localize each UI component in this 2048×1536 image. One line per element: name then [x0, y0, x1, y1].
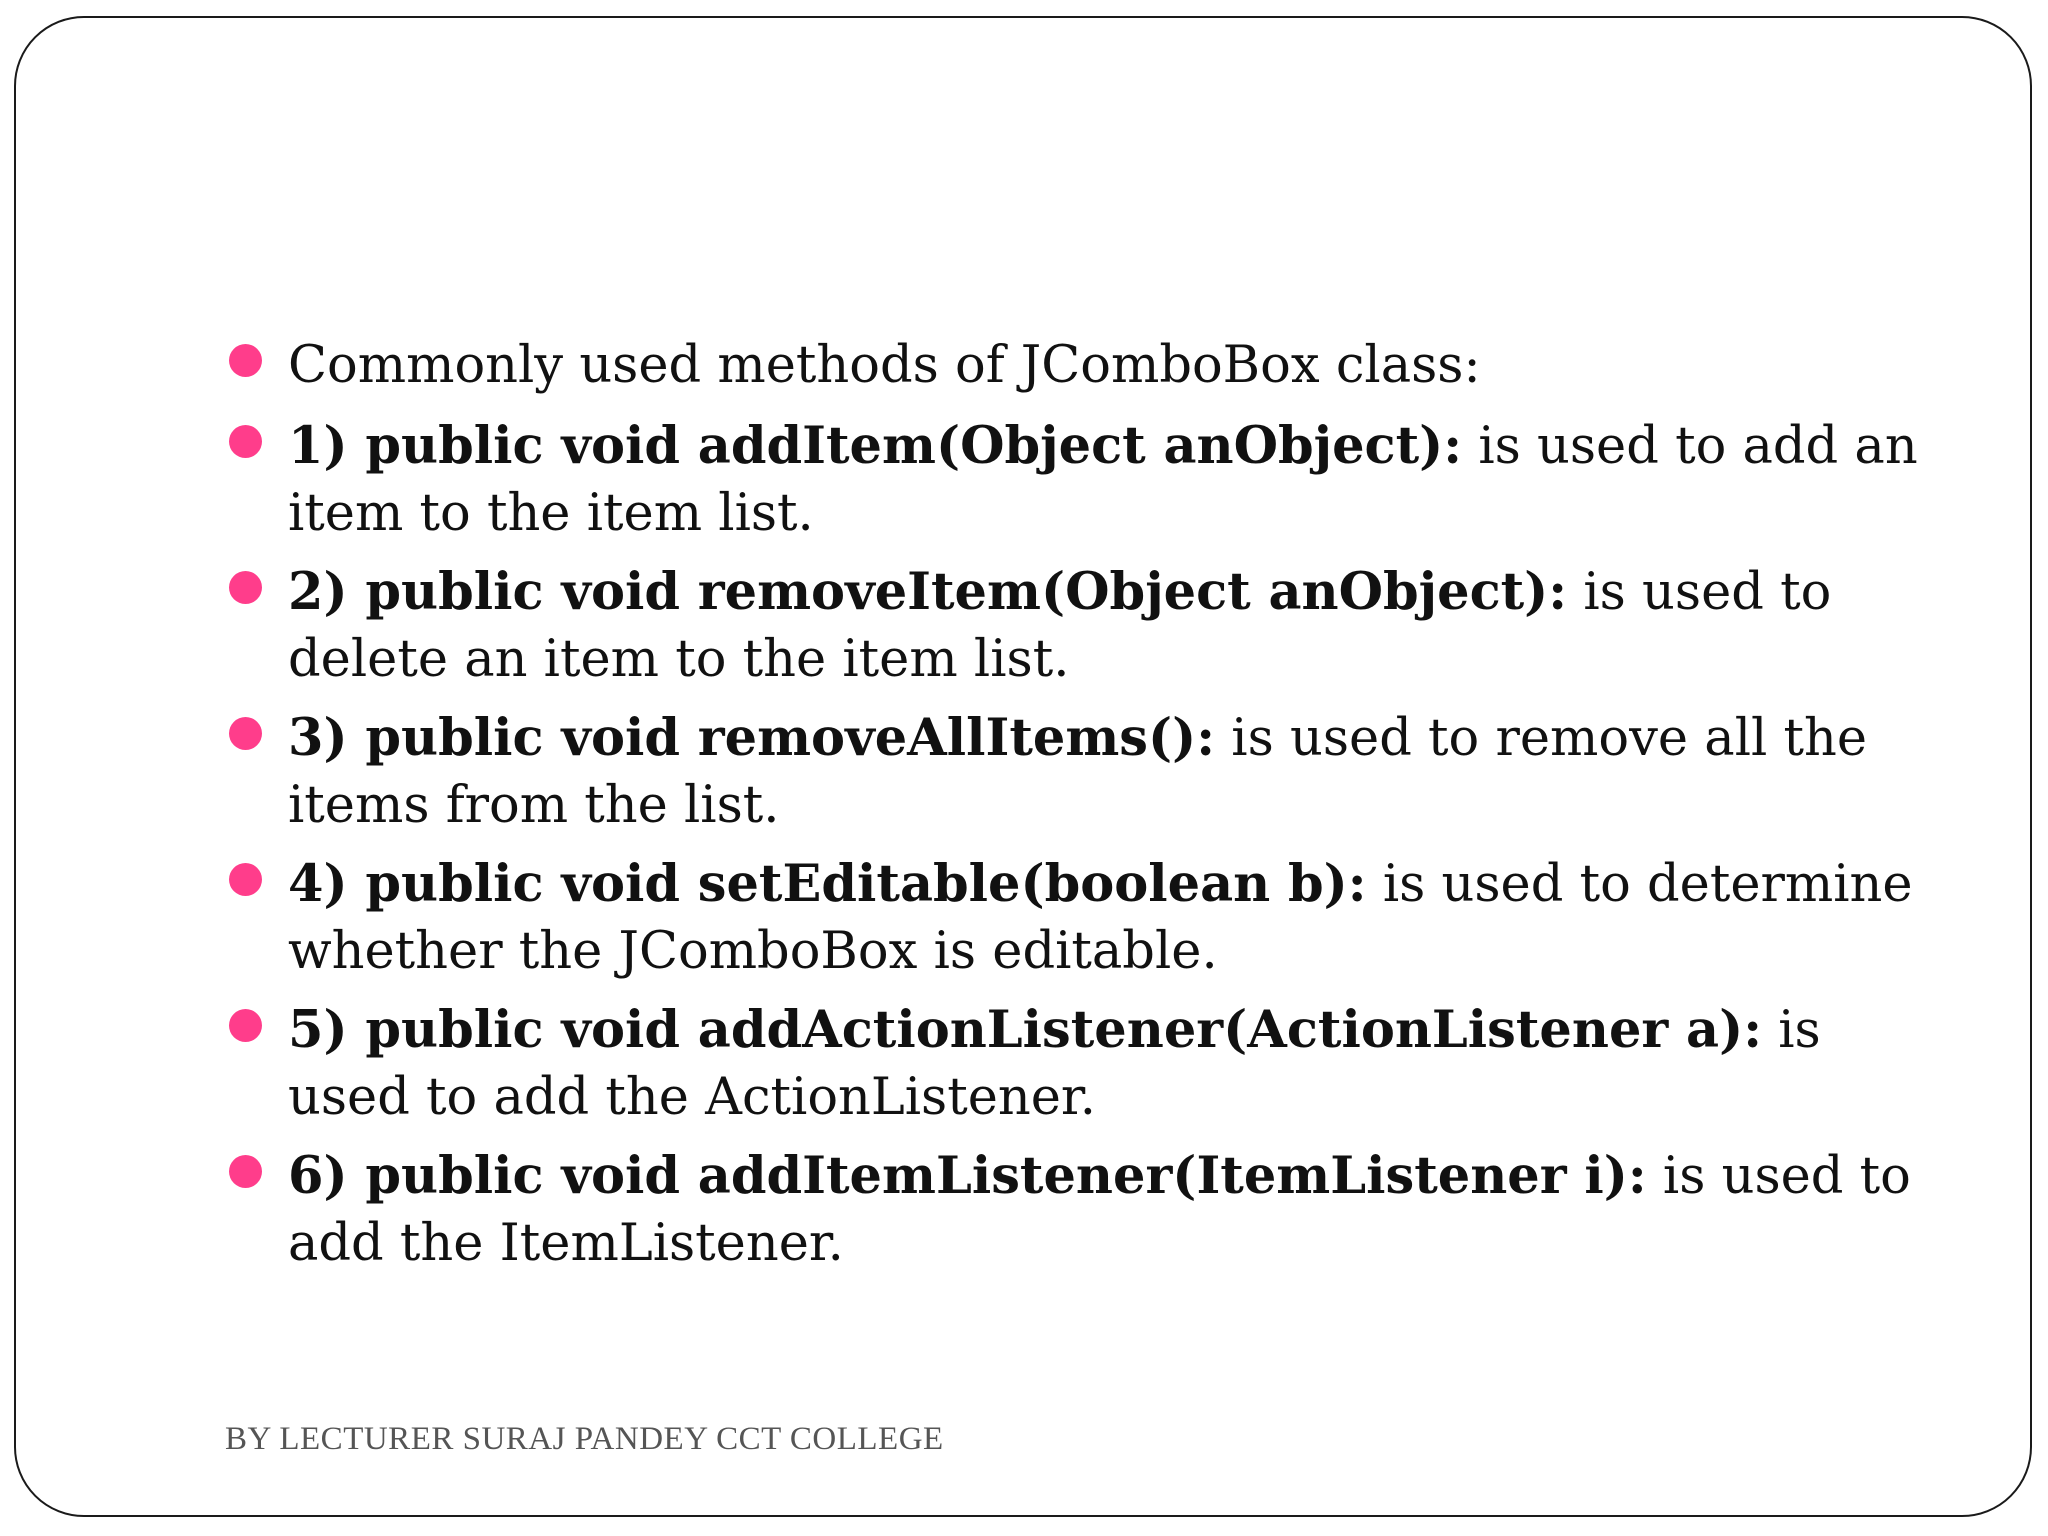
method-signature: 6) public void addItemListener(ItemListener i):: [288, 1146, 1647, 1206]
method-description: is used to add the ItemListener.: [288, 1147, 1911, 1273]
bullet-dot-icon: [229, 863, 262, 896]
method-description: is used to add the ActionListener.: [288, 1001, 1821, 1127]
bullet-dot-icon: [229, 1155, 262, 1188]
method-description: is used to delete an item to the item list.: [288, 563, 1832, 689]
intro-text: Commonly used methods of JComboBox class:: [288, 336, 1481, 395]
method-signature: 5) public void addActionListener(ActionListener a):: [288, 1000, 1763, 1060]
method-item: [225, 705, 1945, 839]
bullet-dot-icon: [229, 344, 262, 377]
method-item: [225, 851, 1945, 985]
method-description: is used to remove all the items from the list.: [288, 709, 1868, 835]
method-signature: 3) public void removeAllItems():: [288, 708, 1216, 768]
method-item: [225, 997, 1945, 1131]
method-description: is used to add an item to the item list.: [288, 417, 1918, 543]
method-item: [225, 1143, 1945, 1277]
method-signature: 4) public void setEditable(boolean b):: [288, 854, 1367, 914]
method-item: [225, 559, 1945, 693]
method-signature: 2) public void removeItem(Object anObject):: [288, 562, 1568, 622]
bullet-dot-icon: [229, 571, 262, 604]
method-signature: 1) public void addItem(Object anObject):: [288, 416, 1463, 476]
method-description: is used to determine whether the JComboBox is editable.: [288, 855, 1913, 981]
bullet-intro: [225, 332, 1945, 399]
slide-footer: BY LECTURER SURAJ PANDEY CCT COLLEGE: [225, 1421, 944, 1457]
bullet-dot-icon: [229, 1009, 262, 1042]
bullet-dot-icon: [229, 717, 262, 750]
method-item: [225, 413, 1945, 547]
bullet-dot-icon: [229, 425, 262, 458]
slide-content: [225, 332, 1945, 1289]
